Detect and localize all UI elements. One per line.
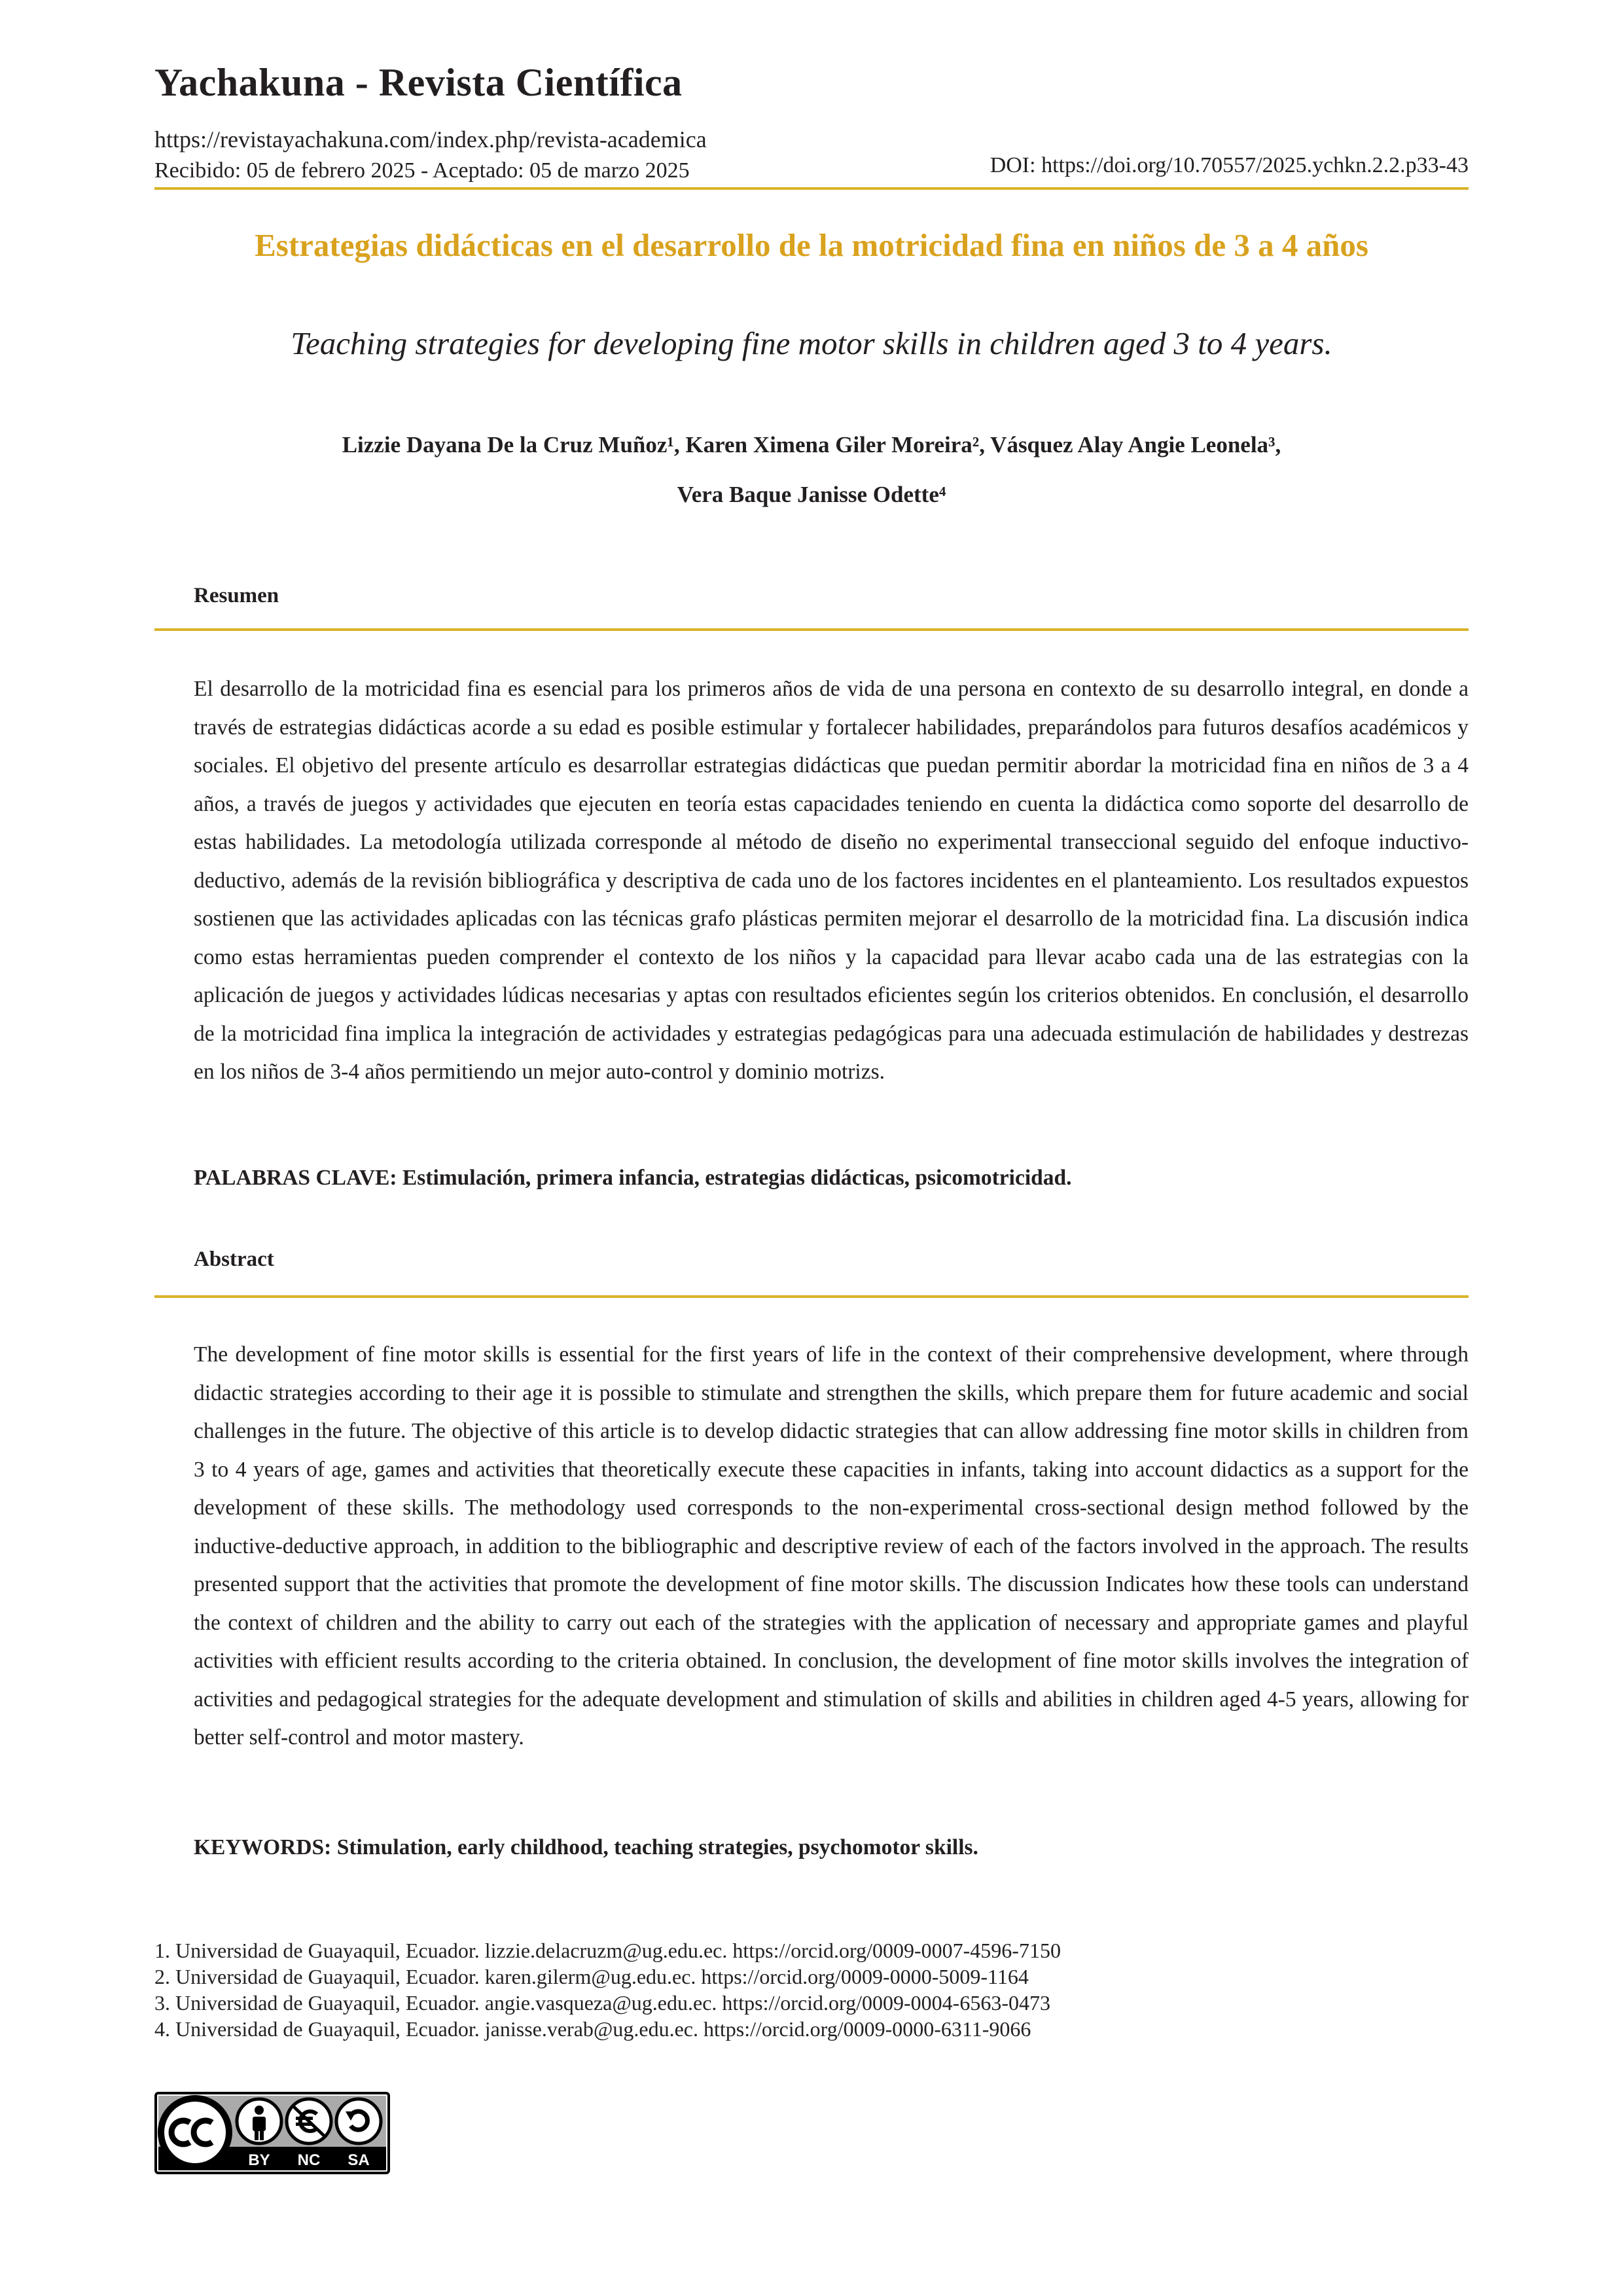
footnote-3: 3. Universidad de Guayaquil, Ecuador. angie.vasqueza@ug.edu.ec. https://orcid.org/0009-0004-6563-0473 <box>154 1991 1050 2015</box>
journal-title: Yachakuna - Revista Científica <box>154 61 683 104</box>
palabras-clave: PALABRAS CLAVE: Estimulación, primera infancia, estrategias didácticas, psicomotricidad. <box>194 1166 1072 1190</box>
license-label-by: BY <box>248 2151 270 2169</box>
authors-line-1: Lizzie Dayana De la Cruz Muñoz¹, Karen Ximena Giler Moreira², Vásquez Alay Angie Leonela³, <box>342 432 1281 457</box>
abstract-text: The development of fine motor skills is essential for the first years of life in the context of their comprehensive development, where through didactic strategies according to their age it is possible to stimulate and strengthen the skills, which prepare them for future academic and social challenges in the future. The objective of this article is to develop didactic strategies that can allow addressing fine motor skills in children from 3 to 4 years of age, games and activities that theoretically execute these capacities in infants, taking into account didactics as a support for the development of these skills. The methodology used corresponds to the non-experimental cross-sectional design method followed by the inductive-deductive approach, in addition to the bibliographic and descriptive review of each of the factors involved in the approach. The results presented support that the activities that promote the development of fine motor skills. The discussion Indicates how these tools can understand the context of children and the ability to carry out each of the strategies with the application of necessary and appropriate games and playful activities with efficient results according to the criteria obtained. In conclusion, the development of fine motor skills involves the integration of activities and pedagogical strategies for the adequate development and stimulation of skills and abilities in children aged 4-5 years, allowing for better self-control and motor mastery. <box>194 1342 1469 1749</box>
sharealike-icon <box>336 2099 381 2144</box>
header-divider <box>154 187 1469 190</box>
abstract-divider <box>154 1295 1469 1298</box>
resumen-text: El desarrollo de la motricidad fina es esencial para los primeros años de vida de una persona en contexto de su desarrollo integral, en donde a través de estrategias didácticas acorde a su edad es posible estimular y fortalecer habilidades, preparándolos para futuros desafíos académicos y sociales. El objetivo del presente artículo es desarrollar estrategias didácticas que puedan permitir abordar la motricidad fina en niños de 3 a 4 años, a través de juegos y actividades que ejecuten en teoría estas capacidades teniendo en cuenta la didáctica como soporte del desarrollo de estas habilidades. La metodología utilizada corresponde al método de diseño no experimental transeccional seguido del enfoque inductivo-deductivo, además de la revisión bibliográfica y descriptiva de cada uno de los factores incidentes en el planteamiento. Los resultados expuestos sostienen que las actividades aplicadas con las técnicas grafo plásticas permiten mejorar el desarrollo de la motricidad fina. La discusión indica como estas herramientas pueden comprender el contexto de los niños y la capacidad para llevar acabo cada una de las estrategias con la aplicación de juegos y actividades lúdicas necesarias y aptas con resultados eficientes según los criterios obtenidos. En conclusión, el desarrollo de la motricidad fina implica la integración de actividades y estrategias pedagógicas para una adecuada estimulación de habilidades y destrezas en los niños de 3-4 años permitiendo un mejor auto-control y dominio motrizs. <box>194 677 1469 1084</box>
attribution-icon <box>237 2099 281 2144</box>
cc-logo-icon <box>161 2098 229 2166</box>
noncommercial-icon <box>287 2099 331 2144</box>
article-title-es: Estrategias didácticas en el desarrollo de la motricidad fina en niños de 3 a 4 años <box>255 227 1368 263</box>
received-accepted-dates: Recibido: 05 de febrero 2025 - Aceptado: 05 de marzo 2025 <box>154 158 690 183</box>
license-label-nc: NC <box>297 2151 321 2169</box>
footnote-1: 1. Universidad de Guayaquil, Ecuador. lizzie.delacruzm@ug.edu.ec. https://orcid.org/0009-0007-4596-7150 <box>154 1939 1061 1962</box>
abstract-heading: Abstract <box>194 1247 274 1271</box>
license-label-sa: SA <box>348 2151 370 2169</box>
resumen-divider <box>154 628 1469 631</box>
footnote-4: 4. Universidad de Guayaquil, Ecuador. janisse.verab@ug.edu.ec. https://orcid.org/0009-0000-6311-9066 <box>154 2017 1031 2041</box>
doi-link[interactable]: DOI: https://doi.org/10.70557/2025.ychkn.2.2.p33-43 <box>990 153 1469 177</box>
affiliation-footnotes <box>154 1937 1469 2042</box>
article-title-en: Teaching strategies for developing fine motor skills in children aged 3 to 4 years. <box>291 325 1332 361</box>
footnote-2: 2. Universidad de Guayaquil, Ecuador. karen.gilerm@ug.edu.ec. https://orcid.org/0009-0000-5009-1164 <box>154 1965 1029 1988</box>
cc-by-nc-sa-icon[interactable] <box>154 2092 390 2174</box>
resumen-heading: Resumen <box>194 584 279 607</box>
keywords: KEYWORDS: Stimulation, early childhood, teaching strategies, psychomotor skills. <box>194 1835 978 1859</box>
journal-url[interactable]: https://revistayachakuna.com/index.php/revista-academica <box>154 126 707 152</box>
authors-line-2: Vera Baque Janisse Odette⁴ <box>677 482 946 507</box>
